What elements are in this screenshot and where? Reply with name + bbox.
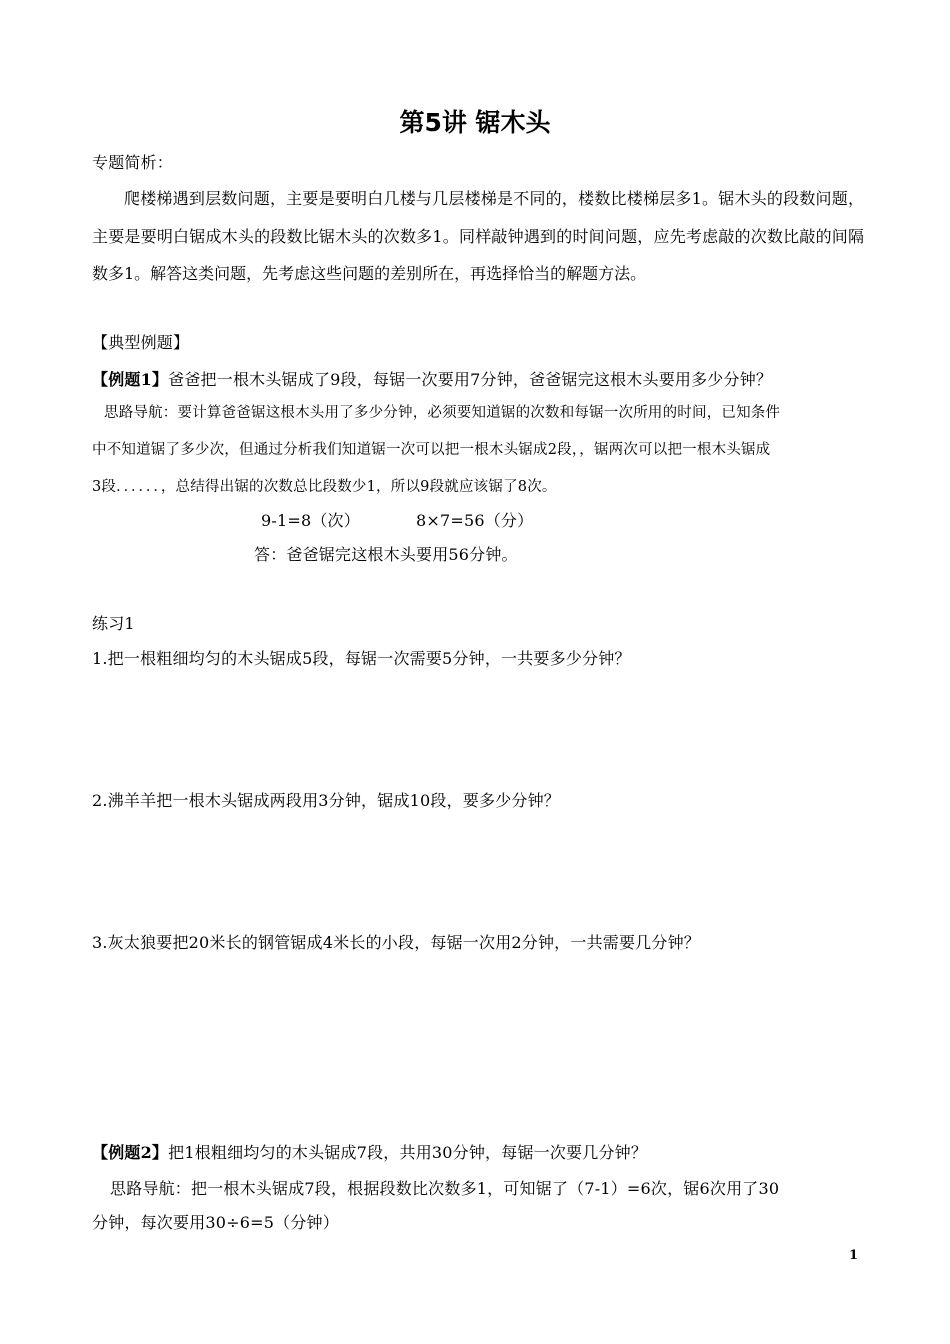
example2-question-line [92,1140,647,1163]
example1-label: 【例题1】 [92,370,169,389]
example1-question: 爸爸把一根木头锯成了9段，每锯一次要用7分钟，爸爸锯完这根木头要用多少分钟？ [168,370,773,389]
example2-thinking-line2: 分钟，每次要用30÷6=5（分钟） [92,1213,339,1232]
example1-calc1: 9-1=8（次） [261,511,360,530]
example1-thinking-line1: 思路导航：要计算爸爸锯这根木头用了多少分钟，必须要知道锯的次数和每锯一次所用的时间，已知条件 [104,405,781,421]
example2-label: 【例题2】 [92,1143,169,1162]
intro-paragraph: 爬楼梯遇到层数问题，主要是要明白几楼与几层楼梯是不同的，楼数比楼梯层多1。锯木头的段数问题，主要是要明白锯成木头的段数比锯木头的次数多1。同样敲钟遇到的时间问题，应先考虑敲的次数比敲的间隔数多1。解答这类问题，先考虑这些问题的差别所在，再选择恰当的解题方法。 [92,189,864,283]
examples-heading: 【典型例题】 [92,333,190,352]
example1-question-line [92,367,772,390]
example2-question: 把1根粗细均匀的木头锯成7段，共用30分钟，每锯一次要几分钟？ [168,1143,648,1162]
example1-thinking-line2: 中不知道锯了多少次，但通过分析我们知道锯一次可以把一根木头锯成2段，，锯两次可以把一根木头锯成 [92,442,771,458]
page-title: 第5讲 锯木头 [399,108,551,137]
example1-calc2: 8×7=56（分） [416,511,534,530]
intro-heading: 专题简析： [92,153,174,172]
example2-thinking-line1: 思路导航：把一根木头锯成7段，根据段数比次数多1，可知锯了（7-1）=6次，锯6次用了30 [110,1179,780,1198]
practice-question-3: 3.灰太狼要把20米长的钢管锯成4米长的小段，每锯一次用2分钟，一共需要几分钟？ [92,933,700,952]
practice-question-1: 1.把一根粗细均匀的木头锯成5段，每锯一次需要5分钟，一共要多少分钟？ [92,649,631,668]
example1-thinking-line3: 3段．．．．．．，总结得出锯的次数总比段数少1，所以9段就应该锯了8次。 [92,479,557,495]
example1-answer: 答：爸爸锯完这根木头要用56分钟。 [254,545,518,564]
page-number: 1 [849,1248,859,1263]
practice-heading: 练习1 [92,614,135,633]
practice-question-2: 2.沸羊羊把一根木头锯成两段用3分钟，锯成10段，要多少分钟？ [92,791,561,810]
